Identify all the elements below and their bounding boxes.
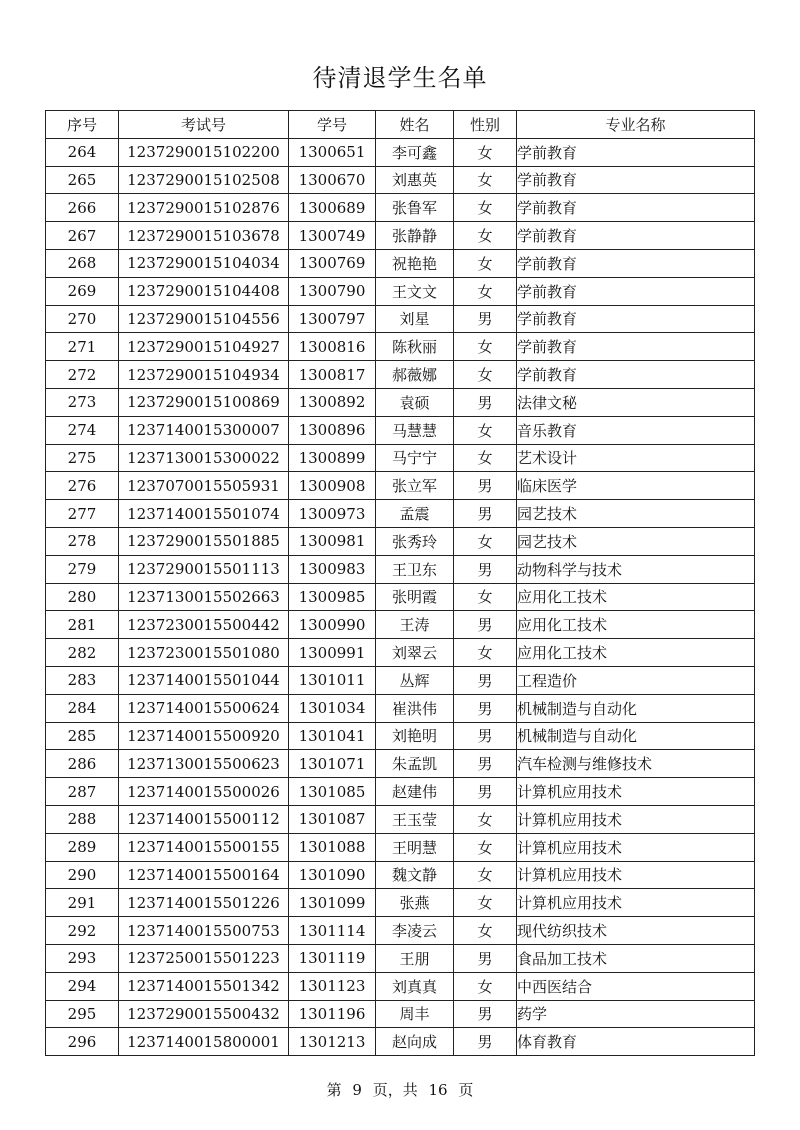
cell-exam-number: 1237140015501044 <box>119 666 289 694</box>
table-row <box>46 861 755 889</box>
cell-index: 272 <box>46 361 119 389</box>
cell-major: 学前教育 <box>517 166 755 194</box>
cell-name: 袁硕 <box>376 388 454 416</box>
cell-name: 丛辉 <box>376 666 454 694</box>
cell-student-id: 1300973 <box>289 500 376 528</box>
cell-gender: 女 <box>454 333 517 361</box>
cell-major: 学前教育 <box>517 333 755 361</box>
cell-student-id: 1300797 <box>289 305 376 333</box>
cell-student-id: 1301088 <box>289 833 376 861</box>
cell-gender: 女 <box>454 361 517 389</box>
cell-gender: 女 <box>454 889 517 917</box>
cell-major: 临床医学 <box>517 472 755 500</box>
table-row <box>46 889 755 917</box>
cell-student-id: 1301114 <box>289 917 376 945</box>
cell-name: 朱孟凯 <box>376 750 454 778</box>
table-row <box>46 305 755 333</box>
cell-gender: 男 <box>454 722 517 750</box>
cell-index: 291 <box>46 889 119 917</box>
cell-name: 张燕 <box>376 889 454 917</box>
cell-exam-number: 1237290015104934 <box>119 361 289 389</box>
cell-major: 动物科学与技术 <box>517 555 755 583</box>
cell-student-id: 1300981 <box>289 527 376 555</box>
cell-student-id: 1300990 <box>289 611 376 639</box>
table-row <box>46 555 755 583</box>
cell-major: 计算机应用技术 <box>517 778 755 806</box>
cell-exam-number: 1237290015102200 <box>119 138 289 166</box>
cell-exam-number: 1237140015501342 <box>119 972 289 1000</box>
cell-exam-number: 1237290015501113 <box>119 555 289 583</box>
footer-page-total: 16 <box>428 1081 448 1099</box>
cell-student-id: 1300991 <box>289 639 376 667</box>
footer-page-current: 9 <box>352 1081 362 1099</box>
cell-student-id: 1300651 <box>289 138 376 166</box>
cell-gender: 女 <box>454 166 517 194</box>
cell-name: 王朋 <box>376 944 454 972</box>
cell-exam-number: 1237140015500920 <box>119 722 289 750</box>
cell-student-id: 1301119 <box>289 944 376 972</box>
cell-gender: 男 <box>454 305 517 333</box>
table-row <box>46 500 755 528</box>
cell-gender: 女 <box>454 583 517 611</box>
cell-name: 赵建伟 <box>376 778 454 806</box>
table-row <box>46 472 755 500</box>
cell-index: 280 <box>46 583 119 611</box>
cell-student-id: 1301213 <box>289 1028 376 1056</box>
cell-name: 赵向成 <box>376 1028 454 1056</box>
cell-gender: 女 <box>454 833 517 861</box>
cell-major: 体育教育 <box>517 1028 755 1056</box>
table-row <box>46 666 755 694</box>
table-row <box>46 722 755 750</box>
cell-index: 275 <box>46 444 119 472</box>
cell-gender: 女 <box>454 917 517 945</box>
table-row <box>46 694 755 722</box>
cell-exam-number: 1237140015500624 <box>119 694 289 722</box>
cell-index: 274 <box>46 416 119 444</box>
cell-index: 295 <box>46 1000 119 1028</box>
cell-index: 276 <box>46 472 119 500</box>
cell-exam-number: 1237230015500442 <box>119 611 289 639</box>
table-row <box>46 444 755 472</box>
cell-gender: 男 <box>454 1000 517 1028</box>
cell-index: 271 <box>46 333 119 361</box>
cell-name: 王明慧 <box>376 833 454 861</box>
cell-gender: 男 <box>454 472 517 500</box>
table-row <box>46 277 755 305</box>
header-exam-number: 考试号 <box>119 111 289 139</box>
cell-student-id: 1300896 <box>289 416 376 444</box>
cell-name: 刘惠英 <box>376 166 454 194</box>
table-row <box>46 972 755 1000</box>
cell-exam-number: 1237130015500623 <box>119 750 289 778</box>
cell-index: 286 <box>46 750 119 778</box>
cell-exam-number: 1237290015500432 <box>119 1000 289 1028</box>
cell-exam-number: 1237140015500753 <box>119 917 289 945</box>
cell-index: 288 <box>46 805 119 833</box>
cell-major: 学前教育 <box>517 277 755 305</box>
table-row <box>46 611 755 639</box>
cell-gender: 男 <box>454 611 517 639</box>
cell-exam-number: 1237290015100869 <box>119 388 289 416</box>
cell-gender: 女 <box>454 861 517 889</box>
cell-name: 崔洪伟 <box>376 694 454 722</box>
cell-student-id: 1301071 <box>289 750 376 778</box>
cell-index: 265 <box>46 166 119 194</box>
header-gender: 性别 <box>454 111 517 139</box>
cell-student-id: 1300908 <box>289 472 376 500</box>
cell-gender: 男 <box>454 694 517 722</box>
cell-student-id: 1300816 <box>289 333 376 361</box>
cell-index: 293 <box>46 944 119 972</box>
cell-gender: 男 <box>454 944 517 972</box>
cell-index: 264 <box>46 138 119 166</box>
header-name: 姓名 <box>376 111 454 139</box>
table-row <box>46 944 755 972</box>
table-row <box>46 1000 755 1028</box>
cell-index: 278 <box>46 527 119 555</box>
cell-major: 学前教育 <box>517 305 755 333</box>
cell-exam-number: 1237140015500164 <box>119 861 289 889</box>
cell-index: 285 <box>46 722 119 750</box>
cell-exam-number: 1237140015501226 <box>119 889 289 917</box>
cell-gender: 女 <box>454 416 517 444</box>
cell-exam-number: 1237290015102876 <box>119 194 289 222</box>
cell-major: 应用化工技术 <box>517 639 755 667</box>
cell-student-id: 1301034 <box>289 694 376 722</box>
cell-gender: 女 <box>454 222 517 250</box>
cell-index: 289 <box>46 833 119 861</box>
cell-name: 刘星 <box>376 305 454 333</box>
cell-major: 计算机应用技术 <box>517 861 755 889</box>
cell-name: 王文文 <box>376 277 454 305</box>
cell-student-id: 1300790 <box>289 277 376 305</box>
cell-gender: 男 <box>454 778 517 806</box>
cell-major: 食品加工技术 <box>517 944 755 972</box>
cell-gender: 女 <box>454 194 517 222</box>
cell-index: 287 <box>46 778 119 806</box>
footer-label-of: 页，共 <box>372 1081 418 1099</box>
cell-name: 张静静 <box>376 222 454 250</box>
cell-gender: 女 <box>454 138 517 166</box>
table-row <box>46 388 755 416</box>
cell-student-id: 1300749 <box>289 222 376 250</box>
cell-name: 陈秋丽 <box>376 333 454 361</box>
cell-index: 284 <box>46 694 119 722</box>
page-footer <box>0 1079 800 1100</box>
cell-exam-number: 1237140015501074 <box>119 500 289 528</box>
cell-student-id: 1300817 <box>289 361 376 389</box>
cell-major: 学前教育 <box>517 194 755 222</box>
cell-gender: 女 <box>454 249 517 277</box>
cell-name: 马宁宁 <box>376 444 454 472</box>
cell-major: 中西医结合 <box>517 972 755 1000</box>
cell-major: 学前教育 <box>517 361 755 389</box>
cell-exam-number: 1237290015501885 <box>119 527 289 555</box>
cell-student-id: 1301011 <box>289 666 376 694</box>
cell-major: 法律文秘 <box>517 388 755 416</box>
cell-name: 张鲁军 <box>376 194 454 222</box>
table-row <box>46 361 755 389</box>
cell-name: 王涛 <box>376 611 454 639</box>
cell-exam-number: 1237140015300007 <box>119 416 289 444</box>
table-row <box>46 166 755 194</box>
table-row <box>46 416 755 444</box>
cell-index: 268 <box>46 249 119 277</box>
cell-index: 283 <box>46 666 119 694</box>
table-row <box>46 778 755 806</box>
header-student-id: 学号 <box>289 111 376 139</box>
cell-gender: 男 <box>454 388 517 416</box>
header-index: 序号 <box>46 111 119 139</box>
cell-gender: 女 <box>454 639 517 667</box>
cell-index: 269 <box>46 277 119 305</box>
cell-name: 郝薇娜 <box>376 361 454 389</box>
table-row <box>46 917 755 945</box>
cell-major: 药学 <box>517 1000 755 1028</box>
header-major: 专业名称 <box>517 111 755 139</box>
cell-name: 魏文静 <box>376 861 454 889</box>
cell-gender: 男 <box>454 500 517 528</box>
cell-student-id: 1300899 <box>289 444 376 472</box>
cell-major: 计算机应用技术 <box>517 833 755 861</box>
cell-name: 周丰 <box>376 1000 454 1028</box>
cell-name: 王卫东 <box>376 555 454 583</box>
cell-index: 296 <box>46 1028 119 1056</box>
cell-student-id: 1301123 <box>289 972 376 1000</box>
table-header-row <box>46 111 755 139</box>
cell-student-id: 1300670 <box>289 166 376 194</box>
cell-major: 现代纺织技术 <box>517 917 755 945</box>
cell-index: 292 <box>46 917 119 945</box>
cell-student-id: 1300892 <box>289 388 376 416</box>
cell-name: 张明霞 <box>376 583 454 611</box>
cell-exam-number: 1237290015102508 <box>119 166 289 194</box>
cell-name: 张立军 <box>376 472 454 500</box>
cell-exam-number: 1237290015104034 <box>119 249 289 277</box>
cell-name: 祝艳艳 <box>376 249 454 277</box>
cell-exam-number: 1237070015505931 <box>119 472 289 500</box>
cell-gender: 女 <box>454 277 517 305</box>
cell-gender: 男 <box>454 750 517 778</box>
cell-index: 290 <box>46 861 119 889</box>
cell-student-id: 1301087 <box>289 805 376 833</box>
table-row <box>46 527 755 555</box>
cell-exam-number: 1237250015501223 <box>119 944 289 972</box>
cell-major: 园艺技术 <box>517 500 755 528</box>
cell-gender: 男 <box>454 555 517 583</box>
table-row <box>46 805 755 833</box>
cell-index: 282 <box>46 639 119 667</box>
cell-student-id: 1300769 <box>289 249 376 277</box>
cell-student-id: 1301099 <box>289 889 376 917</box>
cell-exam-number: 1237230015501080 <box>119 639 289 667</box>
cell-index: 279 <box>46 555 119 583</box>
table-row <box>46 583 755 611</box>
student-table <box>45 110 755 1056</box>
cell-student-id: 1301041 <box>289 722 376 750</box>
cell-gender: 女 <box>454 527 517 555</box>
cell-index: 277 <box>46 500 119 528</box>
cell-major: 机械制造与自动化 <box>517 694 755 722</box>
cell-major: 学前教育 <box>517 222 755 250</box>
cell-major: 学前教育 <box>517 249 755 277</box>
cell-name: 刘真真 <box>376 972 454 1000</box>
cell-major: 计算机应用技术 <box>517 889 755 917</box>
table-row <box>46 194 755 222</box>
table-row <box>46 833 755 861</box>
cell-name: 马慧慧 <box>376 416 454 444</box>
cell-major: 艺术设计 <box>517 444 755 472</box>
cell-student-id: 1301085 <box>289 778 376 806</box>
cell-exam-number: 1237290015104927 <box>119 333 289 361</box>
cell-name: 李凌云 <box>376 917 454 945</box>
cell-exam-number: 1237130015300022 <box>119 444 289 472</box>
cell-major: 工程造价 <box>517 666 755 694</box>
cell-major: 应用化工技术 <box>517 583 755 611</box>
cell-exam-number: 1237140015800001 <box>119 1028 289 1056</box>
cell-index: 294 <box>46 972 119 1000</box>
table-row <box>46 750 755 778</box>
cell-major: 音乐教育 <box>517 416 755 444</box>
table-row <box>46 639 755 667</box>
cell-exam-number: 1237140015500112 <box>119 805 289 833</box>
table-row <box>46 333 755 361</box>
cell-exam-number: 1237140015500026 <box>119 778 289 806</box>
footer-label-end: 页 <box>458 1081 474 1099</box>
cell-major: 机械制造与自动化 <box>517 722 755 750</box>
cell-name: 张秀玲 <box>376 527 454 555</box>
table-row <box>46 222 755 250</box>
cell-major: 计算机应用技术 <box>517 805 755 833</box>
cell-exam-number: 1237130015502663 <box>119 583 289 611</box>
cell-index: 270 <box>46 305 119 333</box>
cell-major: 汽车检测与维修技术 <box>517 750 755 778</box>
cell-student-id: 1300983 <box>289 555 376 583</box>
cell-gender: 女 <box>454 444 517 472</box>
cell-index: 281 <box>46 611 119 639</box>
cell-exam-number: 1237140015500155 <box>119 833 289 861</box>
cell-name: 刘翠云 <box>376 639 454 667</box>
cell-name: 李可鑫 <box>376 138 454 166</box>
table-row <box>46 249 755 277</box>
cell-index: 266 <box>46 194 119 222</box>
cell-student-id: 1301090 <box>289 861 376 889</box>
footer-label-page: 第 <box>326 1081 342 1099</box>
cell-name: 刘艳明 <box>376 722 454 750</box>
table-row <box>46 1028 755 1056</box>
table-row <box>46 138 755 166</box>
cell-name: 孟震 <box>376 500 454 528</box>
cell-gender: 女 <box>454 805 517 833</box>
cell-index: 267 <box>46 222 119 250</box>
cell-name: 王玉莹 <box>376 805 454 833</box>
cell-student-id: 1301196 <box>289 1000 376 1028</box>
cell-gender: 男 <box>454 1028 517 1056</box>
cell-student-id: 1300689 <box>289 194 376 222</box>
cell-student-id: 1300985 <box>289 583 376 611</box>
cell-index: 273 <box>46 388 119 416</box>
page-title: 待清退学生名单 <box>312 64 488 92</box>
cell-exam-number: 1237290015104408 <box>119 277 289 305</box>
cell-gender: 女 <box>454 972 517 1000</box>
cell-exam-number: 1237290015104556 <box>119 305 289 333</box>
cell-major: 应用化工技术 <box>517 611 755 639</box>
cell-gender: 男 <box>454 666 517 694</box>
cell-major: 园艺技术 <box>517 527 755 555</box>
cell-exam-number: 1237290015103678 <box>119 222 289 250</box>
cell-major: 学前教育 <box>517 138 755 166</box>
